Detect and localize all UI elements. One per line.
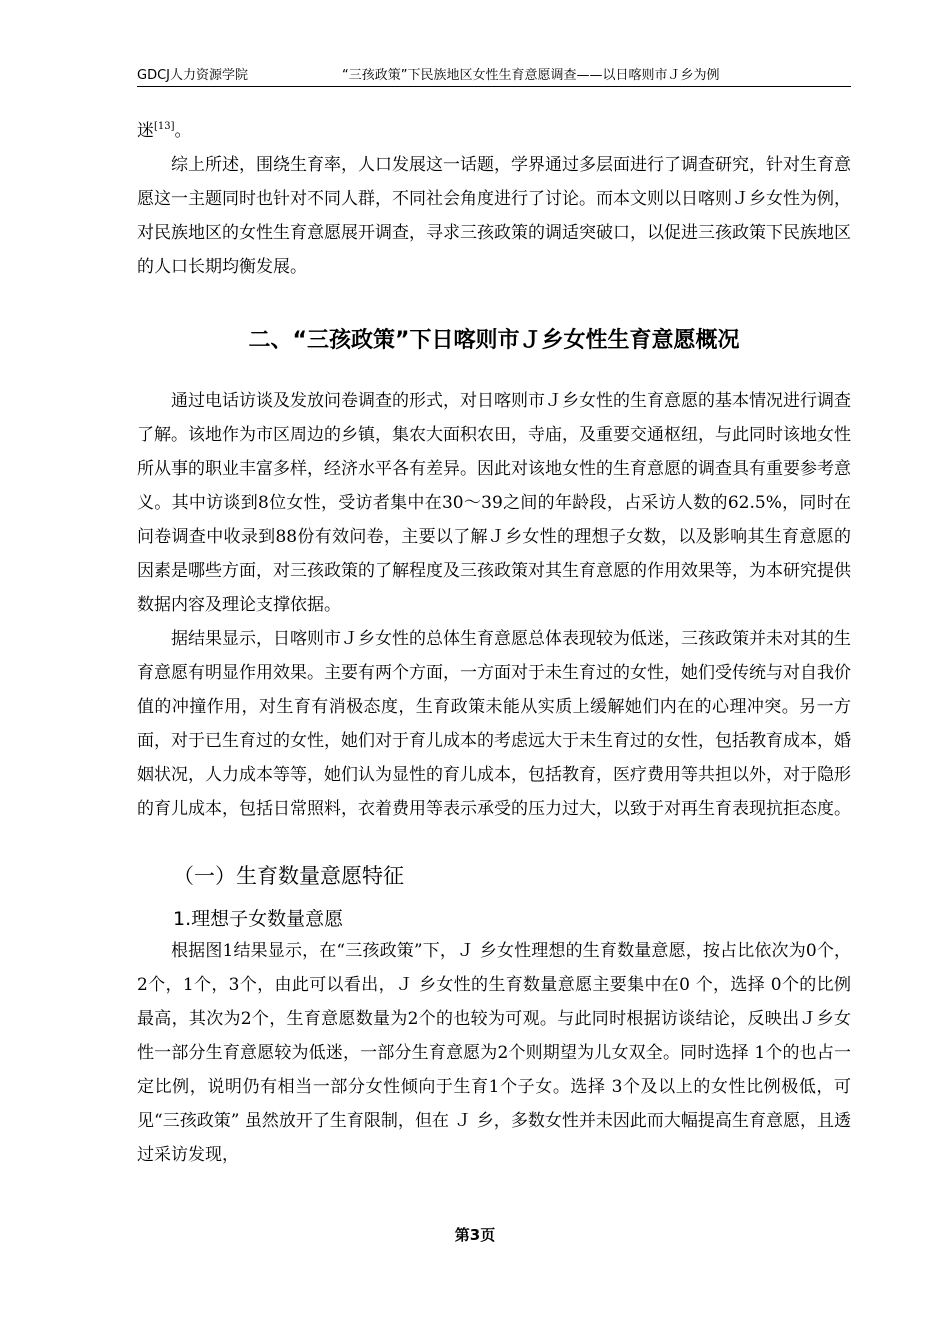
running-header [137,66,851,87]
page-body [137,114,851,1172]
continued-end: 。 [174,121,192,141]
header-paper-title: “三孩政策”下民族地区女性生育意愿调查——以日喀则市Ｊ乡为例 [342,68,720,83]
page-number: 第3页 [454,1226,496,1244]
intro-paragraph: 综上所述，围绕生育率，人口发展这一话题，学界通过多层面进行了调查研究，针对生育意愿这一主题同时也针对不同人群，不同社会角度进行了讨论。而本文则以日喀则Ｊ乡女性为例，对民族地区的女性生育意愿展开调查，寻求三孩政策的调适突破口，以促进三孩政策下民族地区的人口长期均衡发展。 [137,155,851,277]
section-paragraph-1: 通过电话访谈及发放问卷调查的形式，对日喀则市Ｊ乡女性的生育意愿的基本情况进行调查了解。该地作为市区周边的乡镇，集农大面积农田，寺庙，及重要交通枢纽，与此同时该地女性所从事的职业丰富多样，经济水平各有差异。因此对该地女性的生育意愿的调查具有重要参考意义。其中访谈到8位女性，受访者集中在30～39之间的年龄段，占采访人数的62.5%，同时在问卷调查中收录到88份有效问卷，主要以了解Ｊ乡女性的理想子女数，以及影响其生育意愿的因素是哪些方面，对三孩政策的了解程度及三孩政策对其生育意愿的作用效果等，为本研究提供数据内容及理论支撑依据。 [137,391,851,615]
continued-line [137,114,851,148]
citation-ref: [13] [154,121,175,132]
subsection-paragraph-1: 根据图1结果显示，在“三孩政策”下，Ｊ 乡女性理想的生育数量意愿，按占比依次为0个，2个，1个，3个，由此可以看出，Ｊ 乡女性的生育数量意愿主要集中在0 个，选择 0个的比例最高，其次为2个，生育意愿数量为2个的也较为可观。与此同时根据访谈结论，反映出Ｊ乡女性一部分生育意愿较为低迷，一部分生育意愿为2个则期望为儿女双全。同时选择 1个的也占一定比例，说明仍有相当一部分女性倾向于生育1个子女。选择 3个及以上的女性比例极低，可见“三孩政策” 虽然放开了生育限制，但在 Ｊ 乡，多数女性并未因此而大幅提高生育意愿，且透过采访发现， [137,941,851,1165]
item-heading: 1.理想子女数量意愿 [173,908,344,930]
continued-text: 迷 [137,121,154,141]
section-paragraph-2: 据结果显示，日喀则市Ｊ乡女性的总体生育意愿总体表现较为低迷，三孩政策并未对其的生育意愿有明显作用效果。主要有两个方面，一方面对于未生育过的女性，她们受传统与对自我价值的冲撞作用，对生育有消极态度，生育政策未能从实质上缓解她们内在的心理冲突。另一方面，对于已生育过的女性，她们对于育儿成本的考虑远大于未生育过的女性，包括教育成本，婚姻状况，人力成本等等，她们认为显性的育儿成本，包括教育，医疗费用等共担以外，对于隐形的育儿成本，包括日常照料，衣着费用等表示承受的压力过大，以致于对再生育表现抗拒态度。 [137,629,851,819]
header-institution: GDCJ人力资源学院 [137,68,248,83]
section-heading: 二、“三孩政策”下日喀则市Ｊ乡女性生育意愿概况 [248,328,740,353]
subsection-heading: （一）生育数量意愿特征 [173,864,404,888]
